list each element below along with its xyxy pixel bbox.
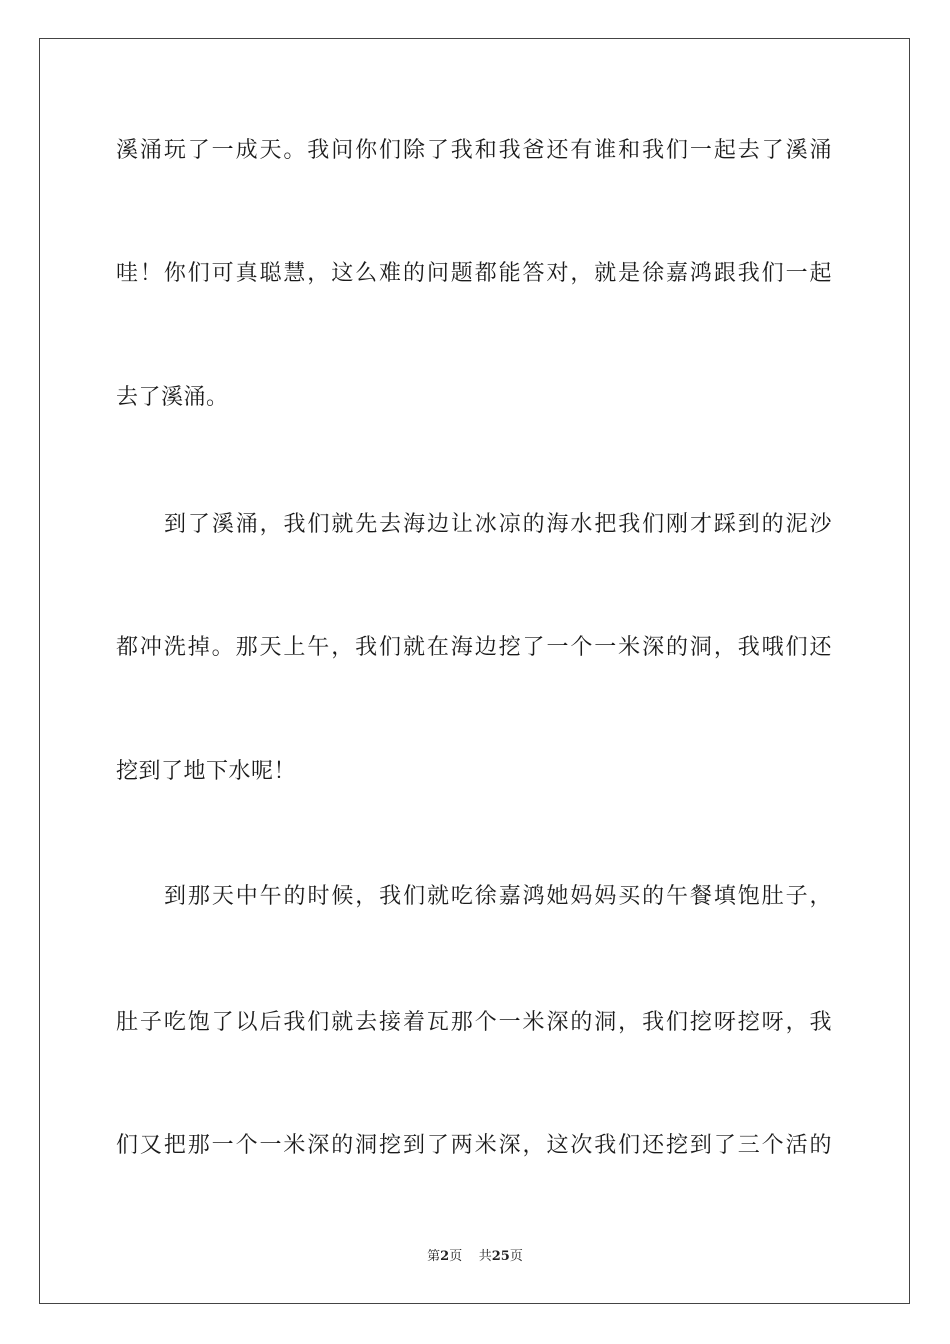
page-label-suffix: 页: [449, 1249, 463, 1264]
total-label-prefix: 共: [478, 1249, 492, 1264]
paragraph-first-line: 到了溪涌，我们就先去海边让冰凉的海水把我们刚才踩到的泥沙: [164, 512, 832, 537]
page-footer: [0, 1248, 950, 1266]
body-text-line: 挖到了地下水呢！: [116, 759, 297, 784]
body-text-line: 溪涌玩了一成天。我问你们除了我和我爸还有谁和我们一起去了溪涌: [116, 138, 832, 163]
page-label-prefix: 第: [427, 1249, 441, 1264]
page-border: [39, 38, 910, 1304]
body-text-line: 们又把那一个一米深的洞挖到了两米深，这次我们还挖到了三个活的: [116, 1133, 832, 1158]
paragraph-first-line: 到那天中午的时候，我们就吃徐嘉鸿她妈妈买的午餐填饱肚子，: [164, 884, 832, 909]
body-text-line: 都冲洗掉。那天上午，我们就在海边挖了一个一米深的洞，我哦们还: [116, 635, 832, 660]
body-text-line: 去了溪涌。: [116, 385, 229, 410]
body-text-line: 哇！你们可真聪慧，这么难的问题都能答对，就是徐嘉鸿跟我们一起: [116, 261, 832, 286]
total-pages: 25: [491, 1249, 510, 1264]
page-number: 2: [440, 1249, 450, 1264]
total-label-suffix: 页: [509, 1249, 523, 1264]
body-text-line: 肚子吃饱了以后我们就去接着瓦那个一米深的洞，我们挖呀挖呀，我: [116, 1010, 832, 1035]
